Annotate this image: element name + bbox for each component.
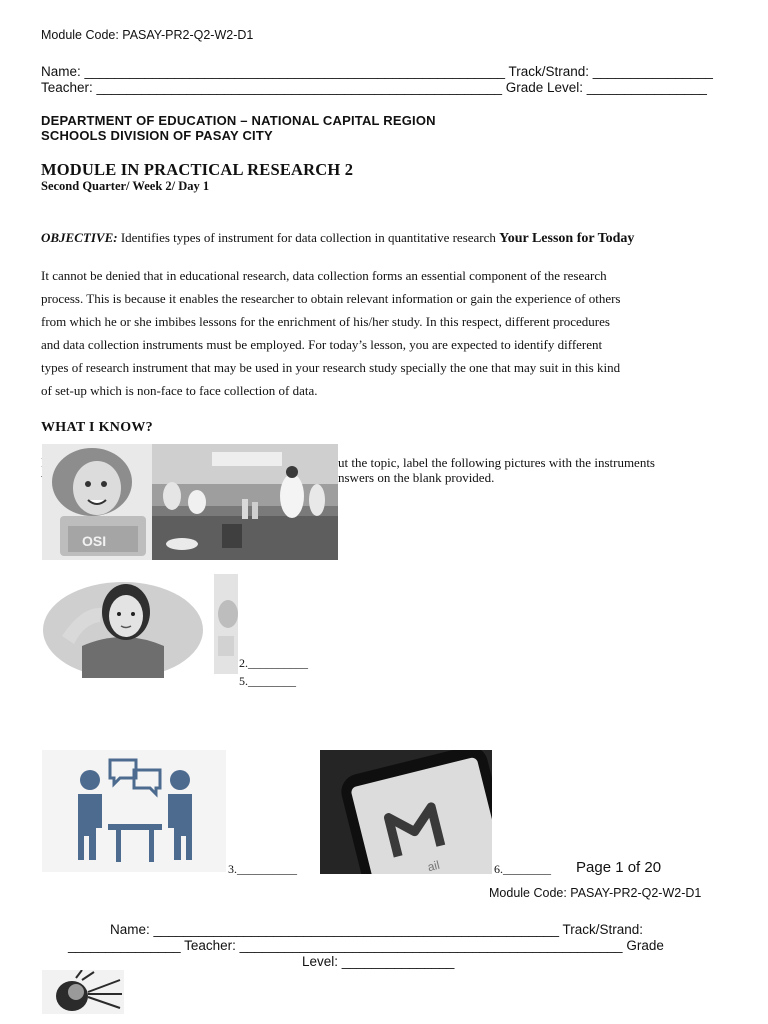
mail-text: ail: [426, 857, 442, 874]
answer-blank-5[interactable]: 5.________: [239, 674, 296, 688]
teacher-grade-line-page-2: _______________ Teacher: ___________________________________________________ Grade: [68, 938, 664, 953]
cartoon-woman-image: [42, 444, 154, 560]
teacher-grade-line: Teacher: ______________________________________________________ Grade Level: ________________: [41, 80, 707, 95]
what-i-know-heading: WHAT I KNOW?: [41, 420, 153, 435]
instruction-line-2: nswers on the blank provided.: [338, 470, 495, 485]
paragraph-line: from which he or she imbibes lessons for the enrichment of his/her study. In this respect, different procedures: [41, 314, 610, 329]
thinking-woman-illustration: [42, 578, 204, 678]
department-heading: DEPARTMENT OF EDUCATION – NATIONAL CAPITAL REGION: [41, 113, 436, 128]
laboratory-scene: [152, 444, 338, 560]
module-title: MODULE IN PRACTICAL RESEARCH 2: [41, 160, 354, 179]
level-line-page-2: Level: _______________: [302, 954, 455, 969]
answer-blank-2[interactable]: 2.__________: [239, 656, 308, 670]
phone-mail-graphic: [320, 750, 492, 874]
division-heading: SCHOOLS DIVISION OF PASAY CITY: [41, 128, 273, 143]
objective-label: OBJECTIVE:: [41, 230, 118, 245]
lesson-label: Your Lesson for Today: [499, 231, 635, 246]
objective-text: Identifies types of instrument for data collection in quantitative research: [117, 230, 500, 245]
laboratory-photo: [152, 444, 338, 560]
name-track-line: Name: ________________________________________________________ Track/Strand: ________________: [41, 64, 713, 79]
module-code: Module Code: PASAY-PR2-Q2-W2-D1: [41, 28, 254, 42]
thinking-woman-image: [42, 578, 204, 678]
page-number: Page 1 of 20: [576, 859, 662, 876]
module-code-page-2: Module Code: PASAY-PR2-Q2-W2-D1: [489, 886, 702, 900]
interview-icon: [42, 750, 226, 872]
division-logo: [42, 970, 124, 1014]
paragraph-line: and data collection instruments must be employed. For today’s lesson, you are expected to identify different: [41, 337, 603, 352]
partial-image-strip: [214, 574, 238, 674]
instruction-line-1: ut the topic, label the following pictures with the instruments: [338, 455, 655, 470]
module-subtitle: Second Quarter/ Week 2/ Day 1: [41, 179, 210, 193]
paragraph-line: types of research instrument that may be used in your research study specially the one that may suit in this kind: [41, 360, 621, 375]
answer-blank-3[interactable]: 3.__________: [228, 862, 297, 876]
partial-image-graphic: [214, 574, 238, 674]
interview-icon-image: [42, 750, 226, 872]
phone-mail-photo: [320, 750, 492, 874]
cartoon-woman-illustration: [42, 444, 154, 560]
logo-icon: [42, 970, 124, 1014]
answer-blank-6[interactable]: 6.________: [494, 862, 551, 876]
poster-text: OSI: [82, 533, 107, 549]
paragraph-line: of set-up which is non-face to face collection of data.: [41, 383, 318, 398]
objective-line: [41, 230, 634, 247]
paragraph-line: It cannot be denied that in educational research, data collection forms an essential component of the research: [41, 268, 607, 283]
intro-paragraph: [41, 264, 731, 402]
name-track-line-page-2: Name: ______________________________________________________ Track/Strand:: [110, 922, 643, 937]
paragraph-line: process. This is because it enables the researcher to obtain relevant information or gain the experience of others: [41, 291, 621, 306]
